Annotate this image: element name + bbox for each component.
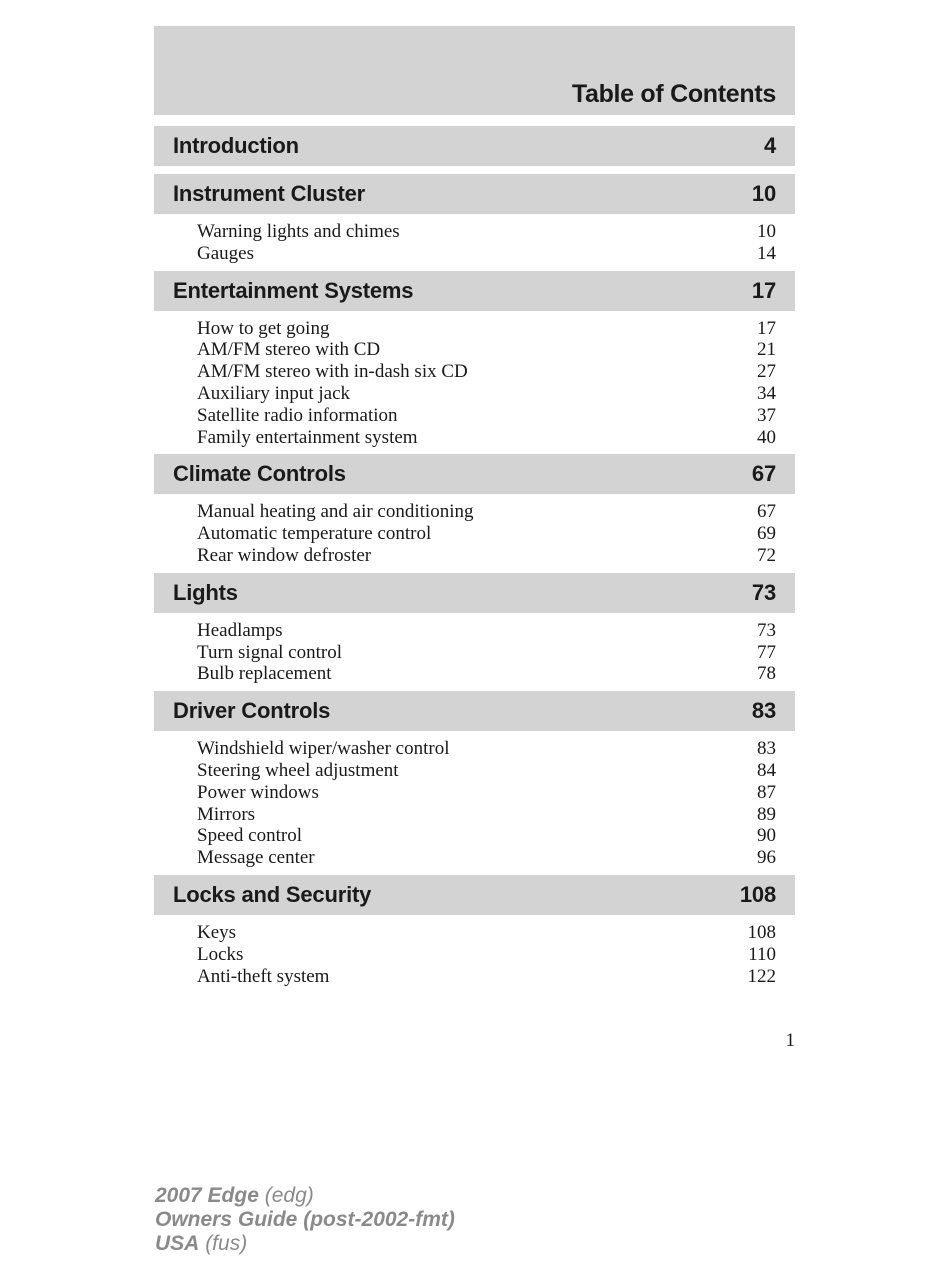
section-page-number: 10 [751, 181, 776, 206]
entry-page-number: 77 [757, 641, 776, 663]
toc-entry[interactable] [154, 405, 795, 427]
entry-page-number: 14 [757, 242, 776, 264]
page-title: Table of Contents [571, 80, 776, 108]
entry-title: Keys [197, 921, 237, 943]
toc-entry[interactable] [154, 318, 795, 340]
entry-page-number: 27 [757, 361, 776, 383]
section-page-number: 17 [751, 277, 776, 303]
section-header[interactable] [154, 573, 795, 613]
section-title: Entertainment Systems [173, 277, 414, 303]
toc-entry[interactable] [154, 523, 795, 545]
toc-entry[interactable] [154, 383, 795, 405]
entry-page-number: 34 [757, 382, 776, 404]
section-items [154, 613, 795, 686]
footer-model-code: (edg) [264, 1184, 314, 1207]
footer-market-line [155, 1232, 455, 1256]
entry-title: Message center [197, 847, 315, 869]
toc-entry[interactable] [154, 663, 795, 685]
toc-entry[interactable] [154, 922, 795, 944]
toc-entry[interactable] [154, 825, 795, 847]
toc-entry[interactable] [154, 760, 795, 782]
entry-page-number: 89 [757, 803, 776, 825]
footer-guide-line [155, 1208, 455, 1232]
section-page-number: 108 [739, 881, 776, 907]
entry-title: Locks [197, 943, 244, 965]
section-title: Climate Controls [173, 461, 346, 487]
toc-entry[interactable] [154, 361, 795, 383]
entry-page-number: 21 [757, 339, 776, 361]
footer-model: 2007 Edge [155, 1184, 259, 1207]
section-header[interactable] [154, 691, 795, 731]
entry-title: AM/FM stereo with in-dash six CD [197, 361, 468, 383]
entry-title: Bulb replacement [197, 663, 332, 685]
entry-page-number: 110 [748, 943, 776, 965]
entry-page-number: 10 [757, 221, 776, 242]
footer-model-line [155, 1184, 455, 1208]
header-band [154, 26, 795, 115]
entry-page-number: 17 [757, 317, 776, 339]
entry-title: Rear window defroster [197, 544, 372, 566]
section-header[interactable] [154, 174, 795, 214]
toc-entry[interactable] [154, 620, 795, 642]
toc-entry[interactable] [154, 243, 795, 265]
entry-title: Windshield wiper/washer control [197, 738, 450, 760]
entry-title: Satellite radio information [197, 404, 398, 426]
section-items [154, 214, 795, 266]
section-page-number: 4 [763, 133, 776, 158]
section-page-number: 73 [751, 579, 776, 605]
section-header[interactable] [154, 126, 795, 166]
entry-page-number: 122 [747, 965, 776, 987]
entry-page-number: 90 [757, 825, 776, 847]
entry-page-number: 84 [757, 759, 776, 781]
entry-title: Steering wheel adjustment [197, 759, 399, 781]
toc-entry[interactable] [154, 804, 795, 826]
toc-section [154, 126, 795, 166]
toc-entry[interactable] [154, 221, 795, 243]
section-header[interactable] [154, 454, 795, 494]
toc-entry[interactable] [154, 339, 795, 361]
toc-entry[interactable] [154, 427, 795, 449]
entry-title: Warning lights and chimes [197, 221, 400, 242]
table-of-contents [154, 126, 795, 993]
entry-title: Power windows [197, 781, 319, 803]
section-title: Driver Controls [173, 698, 331, 724]
toc-section [154, 454, 795, 567]
entry-title: Speed control [197, 825, 303, 847]
entry-title: Automatic temperature control [197, 523, 432, 545]
entry-title: Family entertainment system [197, 426, 418, 448]
entry-page-number: 67 [757, 501, 776, 523]
entry-page-number: 108 [747, 921, 776, 943]
entry-page-number: 78 [757, 663, 776, 685]
document-footer [155, 1184, 455, 1256]
entry-page-number: 72 [757, 544, 776, 566]
section-items [154, 915, 795, 988]
entry-title: Mirrors [197, 803, 256, 825]
entry-title: Auxiliary input jack [197, 382, 351, 404]
entry-page-number: 37 [757, 404, 776, 426]
footer-guide: Owners Guide (post-2002-fmt) [155, 1208, 455, 1231]
section-page-number: 67 [751, 461, 776, 487]
toc-section [154, 271, 795, 450]
entry-title: Headlamps [197, 619, 283, 641]
section-page-number: 83 [751, 698, 776, 724]
section-items [154, 494, 795, 567]
section-title: Locks and Security [173, 881, 372, 907]
toc-entry[interactable] [154, 782, 795, 804]
entry-title: How to get going [197, 317, 330, 339]
entry-title: Anti-theft system [197, 965, 330, 987]
section-title: Introduction [173, 133, 299, 158]
entry-title: AM/FM stereo with CD [197, 339, 381, 361]
entry-page-number: 83 [757, 738, 776, 760]
entry-page-number: 73 [757, 619, 776, 641]
entry-title: Gauges [197, 242, 254, 264]
entry-page-number: 69 [757, 523, 776, 545]
page-number: 1 [785, 1030, 795, 1051]
toc-entry[interactable] [154, 501, 795, 523]
toc-section [154, 174, 795, 266]
footer-market: USA [155, 1232, 200, 1255]
toc-entry[interactable] [154, 944, 795, 966]
section-title: Instrument Cluster [173, 181, 365, 206]
section-header[interactable] [154, 875, 795, 915]
section-items [154, 311, 795, 450]
section-title: Lights [173, 579, 238, 605]
toc-section [154, 875, 795, 988]
toc-entry[interactable] [154, 966, 795, 988]
section-header[interactable] [154, 271, 795, 311]
entry-page-number: 96 [757, 847, 776, 869]
footer-market-code: (fus) [205, 1232, 248, 1255]
toc-section [154, 691, 795, 870]
section-items [154, 731, 795, 870]
entry-title: Turn signal control [197, 641, 342, 663]
entry-page-number: 40 [757, 426, 776, 448]
entry-page-number: 87 [757, 781, 776, 803]
toc-section [154, 573, 795, 686]
toc-entry[interactable] [154, 847, 795, 869]
toc-entry[interactable] [154, 738, 795, 760]
toc-entry[interactable] [154, 642, 795, 664]
toc-entry[interactable] [154, 545, 795, 567]
entry-title: Manual heating and air conditioning [197, 501, 474, 523]
